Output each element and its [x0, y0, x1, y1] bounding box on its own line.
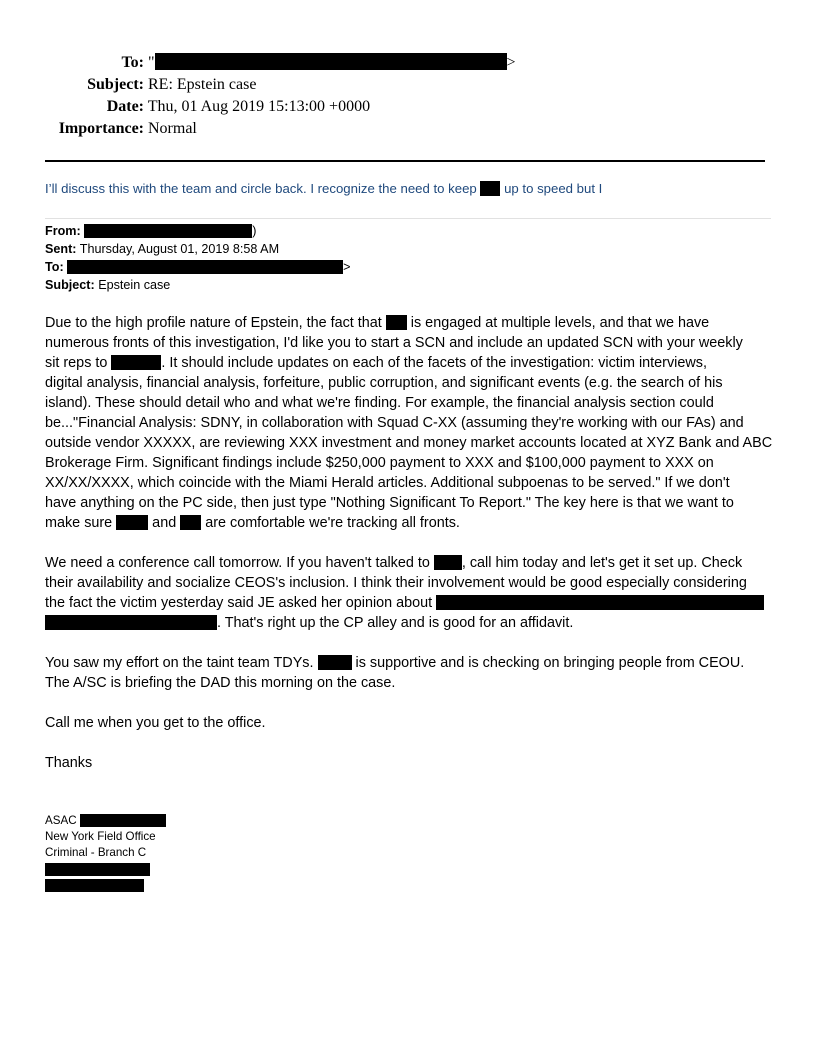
body-paragraph-1: [45, 313, 775, 533]
original-to-row: [45, 258, 351, 276]
original-sent-value: Thursday, August 01, 2019 8:58 AM: [79, 242, 280, 256]
original-from-label: From:: [45, 224, 81, 238]
signature-title: ASAC: [45, 814, 80, 827]
header-to-row: [0, 52, 516, 74]
body-line: outside vendor XXXXX, are reviewing XXX investment and money market accounts located at XYZ Bank and ABC: [45, 435, 773, 451]
header-importance-label: Importance:: [58, 120, 144, 137]
body-text: Due to the high profile nature of Epstein, the fact that: [45, 315, 386, 331]
body-text: the fact the victim yesterday said JE asked her opinion about: [45, 595, 437, 611]
redaction-bar: [45, 615, 217, 630]
redaction-bar: [318, 655, 352, 670]
body-text: . That's right up the CP alley and is good for an affidavit.: [217, 615, 574, 631]
header-divider: [45, 160, 765, 162]
body-line: have anything on the PC side, then just type "Nothing Significant To Report." The key here is that we want to: [45, 495, 734, 511]
redaction-bar: [45, 863, 150, 876]
body-line: [45, 593, 775, 613]
original-subject-row: [45, 276, 170, 294]
header-date-row: [0, 96, 370, 118]
original-from-row: [45, 222, 256, 240]
redaction-bar: [434, 555, 462, 570]
redaction-bar: [45, 879, 144, 892]
closing-text: Thanks: [45, 755, 93, 771]
redaction-bar: [386, 315, 407, 330]
header-subject-label: Subject:: [87, 76, 144, 93]
body-line: [45, 553, 775, 573]
header-date-label: Date:: [106, 98, 144, 115]
body-line: [45, 313, 775, 333]
body-line: Brokerage Firm. Significant findings include $250,000 payment to XXX and $100,000 payment to XXX on: [45, 455, 714, 471]
body-line: [45, 653, 775, 673]
original-to-suffix: >: [343, 260, 351, 274]
quoted-divider: [45, 218, 771, 219]
body-line: [45, 613, 775, 633]
header-to-suffix: >: [506, 54, 516, 71]
redaction-bar: [116, 515, 148, 530]
body-line: [45, 513, 775, 533]
body-text: , call him today and let's get it set up. Check: [461, 555, 743, 571]
header-subject-value: RE: Epstein case: [148, 76, 257, 93]
original-sent-row: [45, 240, 279, 258]
reply-text-start: I’ll discuss this with the team and circle back. I recognize the need to keep: [45, 181, 481, 196]
header-importance-row: [0, 118, 197, 140]
reply-text-end: up to speed but I: [500, 181, 603, 196]
body-text: sit reps to: [45, 355, 112, 371]
redaction-bar: [155, 53, 507, 70]
redaction-bar: [67, 260, 343, 274]
body-paragraph-2: [45, 553, 775, 633]
body-text: are comfortable we're tracking all fronts.: [201, 515, 460, 531]
original-sent-label: Sent:: [45, 242, 77, 256]
redaction-bar: [180, 515, 201, 530]
body-text: make sure: [45, 515, 117, 531]
body-line: island). These should detail who and what we're finding. For example, the financial analysis section could: [45, 395, 714, 411]
header-importance-value: Normal: [148, 120, 197, 137]
reply-text: [45, 181, 602, 196]
body-line: [45, 353, 775, 373]
redaction-bar: [84, 224, 252, 238]
body-line: The A/SC is briefing the DAD this morning on the case.: [45, 675, 396, 691]
original-subject-value: Epstein case: [98, 278, 171, 292]
redaction-bar: [480, 181, 500, 196]
original-subject-label: Subject:: [45, 278, 95, 292]
body-text: is supportive and is checking on bringing people from CEOU.: [351, 655, 745, 671]
header-date-value: Thu, 01 Aug 2019 15:13:00 +0000: [147, 98, 371, 115]
body-line: numerous fronts of this investigation, I'd like you to start a SCN and include an updated SCN with your weekly: [45, 335, 743, 351]
body-text: . It should include updates on each of the facets of the investigation: victim interviews,: [161, 355, 707, 371]
signature-branch: Criminal - Branch C: [45, 846, 147, 859]
body-line: be..."Financial Analysis: SDNY, in collaboration with Squad C-XX (assuming they're working with our FAs) and: [45, 415, 744, 431]
body-paragraph-4: Call me when you get to the office.: [45, 715, 266, 731]
redaction-bar: [436, 595, 764, 610]
original-from-suffix: ): [252, 224, 257, 238]
body-text: and: [148, 515, 181, 531]
signature-title-row: [45, 813, 166, 829]
body-line: digital analysis, financial analysis, forfeiture, public corruption, and significant events (e.g. the search of his: [45, 375, 723, 391]
body-line: XX/XX/XXXX, which coincide with the Miami Herald articles. Additional subpoenas to be served." If we don't: [45, 475, 730, 491]
redaction-bar: [80, 814, 166, 827]
body-paragraph-3: [45, 653, 775, 693]
body-text: is engaged at multiple levels, and that we have: [406, 315, 710, 331]
header-to-prefix: ": [148, 54, 155, 71]
body-line: their availability and socialize CEOS's inclusion. I think their involvement would be good especially considering: [45, 575, 747, 591]
header-to-label: To:: [121, 54, 144, 71]
original-to-label: To:: [45, 260, 64, 274]
redaction-bar: [111, 355, 161, 370]
body-text: You saw my effort on the taint team TDYs.: [45, 655, 318, 671]
signature-office: New York Field Office: [45, 830, 156, 843]
header-subject-row: [0, 74, 256, 96]
body-text: We need a conference call tomorrow. If you haven't talked to: [45, 555, 434, 571]
